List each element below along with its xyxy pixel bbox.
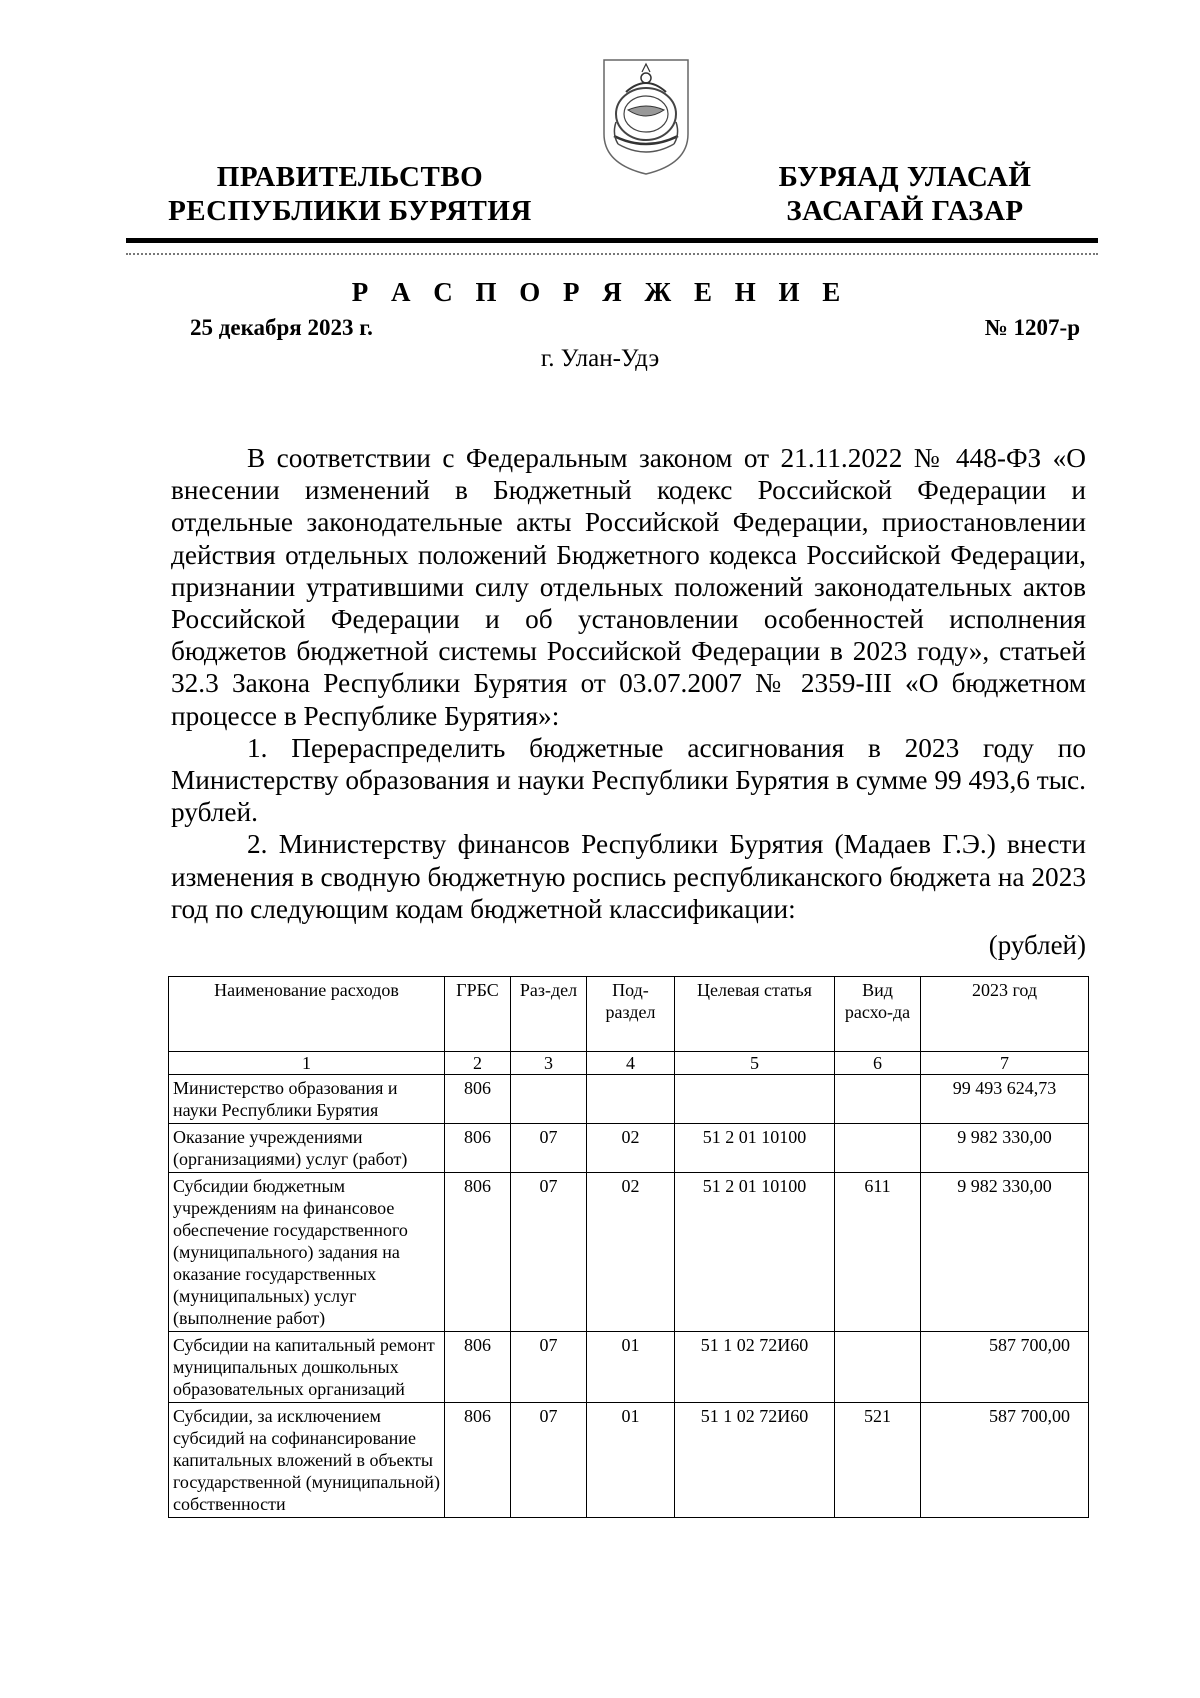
cell-amount: 9 982 330,00 [921,1124,1089,1173]
col-number: 6 [835,1052,921,1075]
clause-2-paragraph: 2. Министерству финансов Республики Бурятия (Мадаев Г.Э.) внести изменения в сводную бюджетную роспись республиканского бюджета на 2023 год по следующим кодам бюджетной классификации: [171,829,1086,924]
cell-name: Субсидии на капитальный ремонт муниципальных дошкольных образовательных организаций [169,1332,445,1403]
col-header-name: Наименование расходов [169,977,445,1052]
header-divider-thick [126,238,1098,243]
cell-grbs: 806 [445,1124,511,1173]
table-row [169,1332,1089,1403]
cell-name: Оказание учреждениями (организациями) услуг (работ) [169,1124,445,1173]
budget-classification-table [168,976,1089,1518]
cell-subsection: 02 [587,1173,675,1332]
cell-amount: 9 982 330,00 [921,1173,1089,1332]
col-header-expense-type: Вид расхо-да [835,977,921,1052]
col-header-target-item: Целевая статья [675,977,835,1052]
cell-expense-type: 521 [835,1403,921,1518]
clause-1-paragraph: 1. Перераспределить бюджетные ассигнования в 2023 году по Министерству образования и науки Республики Бурятия в сумме 99 493,6 тыс. рублей. [171,732,1086,828]
cell-subsection: 01 [587,1403,675,1518]
cell-subsection [587,1075,675,1124]
cell-grbs: 806 [445,1075,511,1124]
cell-amount: 99 493 624,73 [921,1075,1089,1124]
cell-expense-type [835,1124,921,1173]
org-right-line2: ЗАСАГАЙ ГАЗАР [786,195,1024,227]
cell-name: Субсидии бюджетным учреждениям на финансовое обеспечение государственного (муниципального) задания на оказание государственных (муниципальных) услуг (выполнение работ) [169,1173,445,1332]
cell-target-item [675,1075,835,1124]
document-city: г. Улан-Удэ [540,345,660,372]
cell-expense-type [835,1332,921,1403]
document-date: 25 декабря 2023 г. [190,315,373,340]
org-name-russian [160,160,540,228]
cell-section: 07 [511,1332,587,1403]
cell-expense-type [835,1075,921,1124]
org-left-line2: РЕСПУБЛИКИ БУРЯТИЯ [168,195,532,227]
cell-name: Министерство образования и науки Республики Бурятия [169,1075,445,1124]
org-left-line1: ПРАВИТЕЛЬСТВО [216,161,484,193]
table-row [169,1173,1089,1332]
col-number: 5 [675,1052,835,1075]
unit-label: (рублей) [988,930,1086,960]
cell-expense-type: 611 [835,1173,921,1332]
cell-section [511,1075,587,1124]
cell-subsection: 02 [587,1124,675,1173]
table-column-numbers-row [169,1052,1089,1075]
cell-amount: 587 700,00 [921,1403,1089,1518]
cell-target-item: 51 2 01 10100 [675,1124,835,1173]
table-row [169,1124,1089,1173]
col-number: 3 [511,1052,587,1075]
cell-target-item: 51 1 02 72И60 [675,1403,835,1518]
document-number: № 1207-р [984,315,1080,340]
col-number: 7 [921,1052,1089,1075]
col-header-grbs: ГРБС [445,977,511,1052]
org-right-line1: БУРЯАД УЛАСАЙ [778,161,1032,193]
order-body [171,442,1086,925]
col-number: 1 [169,1052,445,1075]
cell-grbs: 806 [445,1332,511,1403]
header-divider-dotted [126,253,1098,255]
cell-target-item: 51 2 01 10100 [675,1173,835,1332]
org-name-buryat [760,160,1050,228]
document-type-title: Р А С П О Р Я Ж Е Н И Е [351,277,849,307]
cell-section: 07 [511,1124,587,1173]
cell-grbs: 806 [445,1403,511,1518]
col-header-section: Раз-дел [511,977,587,1052]
cell-name: Субсидии, за исключением субсидий на софинансирование капитальных вложений в объекты государственной (муниципальной) собственности [169,1403,445,1518]
table-row [169,1403,1089,1518]
cell-amount: 587 700,00 [921,1332,1089,1403]
table-row [169,1075,1089,1124]
cell-target-item: 51 1 02 72И60 [675,1332,835,1403]
col-number: 2 [445,1052,511,1075]
cell-subsection: 01 [587,1332,675,1403]
col-header-subsection: Под-раздел [587,977,675,1052]
cell-section: 07 [511,1173,587,1332]
table-header-row [169,977,1089,1052]
col-number: 4 [587,1052,675,1075]
cell-section: 07 [511,1403,587,1518]
col-header-year-2023: 2023 год [921,977,1089,1052]
cell-grbs: 806 [445,1173,511,1332]
coat-of-arms-emblem [598,52,694,178]
preamble-paragraph: В соответствии с Федеральным законом от 21.11.2022 № 448-ФЗ «О внесении изменений в Бюджетный кодекс Российской Федерации и отдельные законодательные акты Российской Федерации, приостановлении действия отдельных положений Бюджетного кодекса Российской Федерации, признании утратившими силу отдельных положений законодательных актов Российской Федерации и об установлении особенностей исполнения бюджетов бюджетной системы Российской Федерации в 2023 году», статьей 32.3 Закона Республики Бурятия от 03.07.2007 № 2359-III «О бюджетном процессе в Республике Бурятия»: [171,443,1086,731]
